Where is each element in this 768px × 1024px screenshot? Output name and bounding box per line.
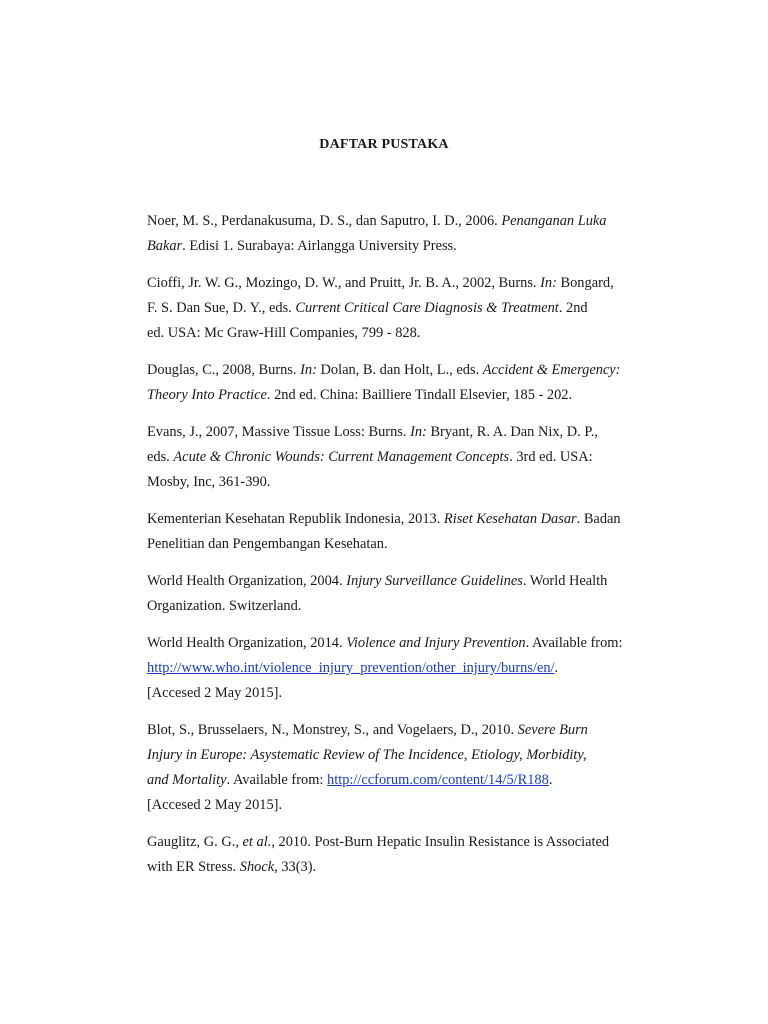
reference-italic-text: In: [300,362,317,378]
reference-italic-text: Current Critical Care Diagnosis & Treatment [295,300,559,316]
reference-text: Penelitian dan Pengembangan Kesehatan. [147,536,388,552]
reference-text: . 2nd [558,300,588,316]
reference-line [147,383,662,408]
reference-entry [147,271,662,346]
reference-text: World Health Organization, 2004. [147,573,347,589]
reference-text: with ER Stress. [147,859,240,875]
reference-link[interactable]: http://www.who.int/violence_injury_prevention/other_injury/burns/en/ [147,660,555,676]
reference-italic-text: Penanganan Luka [501,213,607,229]
reference-line [147,569,662,594]
reference-italic-text: Bakar [147,238,183,254]
reference-text: . 2nd ed. China: Bailliere Tindall Elsevier, 185 - 202. [266,387,573,403]
reference-link[interactable]: http://ccforum.com/content/14/5/R188 [327,772,549,788]
reference-text: . 3rd ed. USA: [509,449,593,465]
reference-text: . Badan [576,511,621,527]
reference-text: Noer, M. S., Perdanakusuma, D. S., dan Saputro, I. D., 2006. [147,213,502,229]
reference-line [147,445,662,470]
reference-text: Douglas, C., 2008, Burns. [147,362,301,378]
reference-text: World Health Organization, 2014. [147,635,347,651]
page-title: DAFTAR PUSTAKA [319,137,449,152]
reference-line [147,507,662,532]
reference-entry [147,358,662,408]
reference-line [147,358,662,383]
reference-text: Mosby, Inc, 361-390. [147,474,271,490]
reference-line [147,681,662,706]
reference-list [147,209,662,892]
reference-line [147,532,662,557]
reference-text: , 33(3). [274,859,317,875]
reference-line [147,594,662,619]
reference-italic-text: Severe Burn [517,722,588,738]
reference-line [147,209,662,234]
reference-text: Blot, S., Brusselaers, N., Monstrey, S., and Vogelaers, D., 2010. [147,722,518,738]
reference-line [147,656,662,681]
reference-line [147,470,662,495]
reference-text: Dolan, B. dan Holt, L., eds. [316,362,483,378]
reference-italic-text: et al. [242,834,272,850]
reference-entry [147,209,662,259]
reference-line [147,631,662,656]
reference-text: [Accesed 2 May 2015]. [147,685,283,701]
reference-line [147,321,662,346]
reference-italic-text: Violence and Injury Prevention [346,635,526,651]
reference-italic-text: Injury Surveillance Guidelines [346,573,523,589]
reference-line [147,420,662,445]
reference-text: Organization. Switzerland. [147,598,302,614]
reference-italic-text: Injury in Europe: Asystematic Review of The Incidence, Etiology, Morbidity, [147,747,587,763]
reference-text: Bongard, [556,275,614,291]
reference-italic-text: Shock [239,859,275,875]
reference-entry [147,420,662,495]
reference-italic-text: and Mortality [147,772,227,788]
reference-text: F. S. Dan Sue, D. Y., eds. [147,300,296,316]
reference-italic-text: Acute & Chronic Wounds: Current Management Concepts [173,449,510,465]
reference-entry [147,830,662,880]
reference-text: Gauglitz, G. G., [147,834,243,850]
reference-italic-text: In: [410,424,427,440]
reference-text: . [554,660,559,676]
reference-text: Evans, J., 2007, Massive Tissue Loss: Burns. [147,424,411,440]
reference-line [147,271,662,296]
reference-text: . Available from: [226,772,327,788]
reference-text: [Accesed 2 May 2015]. [147,797,283,813]
reference-entry [147,569,662,619]
reference-italic-text: Theory Into Practice [147,387,267,403]
reference-text: Kementerian Kesehatan Republik Indonesia, 2013. [147,511,444,527]
reference-line [147,855,662,880]
reference-text: . [548,772,553,788]
reference-text: Bryant, R. A. Dan Nix, D. P., [426,424,598,440]
reference-italic-text: In: [540,275,557,291]
reference-text: Cioffi, Jr. W. G., Mozingo, D. W., and Pruitt, Jr. B. A., 2002, Burns. [147,275,541,291]
reference-line [147,234,662,259]
reference-italic-text: Accident & Emergency: [482,362,621,378]
reference-text: . World Health [522,573,608,589]
reference-text: ed. USA: Mc Graw-Hill Companies, 799 - 828. [147,325,421,341]
reference-text: . Available from: [525,635,623,651]
reference-text: , 2010. Post-Burn Hepatic Insulin Resistance is Associated [271,834,610,850]
reference-text: eds. [147,449,174,465]
reference-line [147,830,662,855]
reference-entry [147,718,662,818]
reference-italic-text: Riset Kesehatan Dasar [443,511,577,527]
reference-text: . Edisi 1. Surabaya: Airlangga University Press. [182,238,457,254]
reference-line [147,768,662,793]
reference-line [147,296,662,321]
reference-line [147,793,662,818]
reference-entry [147,507,662,557]
reference-line [147,718,662,743]
reference-line [147,743,662,768]
reference-entry [147,631,662,706]
